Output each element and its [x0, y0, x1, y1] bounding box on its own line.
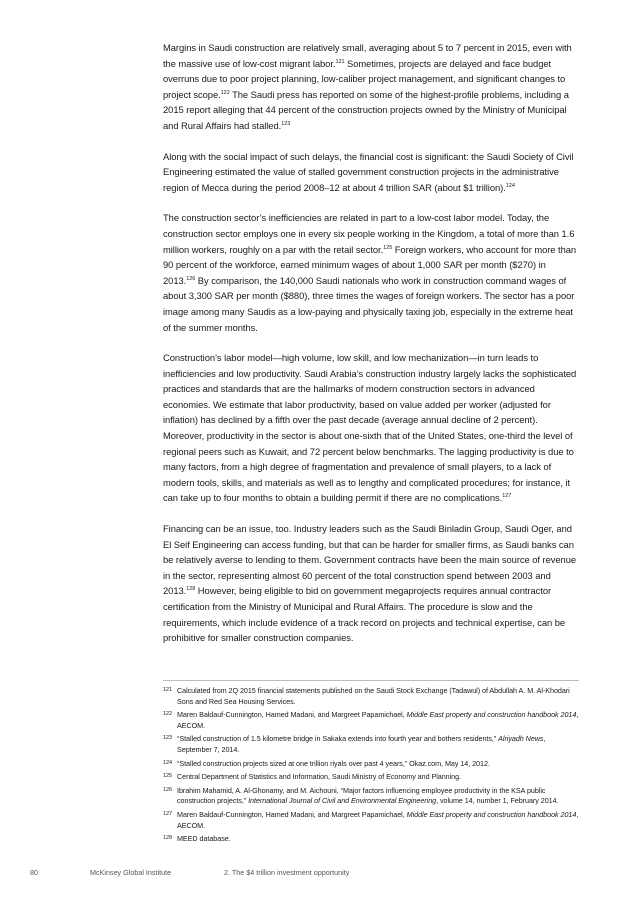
footnote-reference: 127 [502, 493, 512, 500]
body-text [163, 40, 579, 661]
italic-title: International Journal of Civil and Environmental Engineering [248, 796, 437, 806]
footnote [163, 772, 579, 783]
text-run: However, being eligible to bid on government megaprojects requires annual contractor certification from the Ministry of Municipal and Rural Affairs. The procedure is slow and the requirements, which include evidence of a track record on projects and technical expertise, can be prohibitive for smaller construction companies. [163, 585, 566, 644]
text-run: Calculated from 2Q 2015 financial statements published on the Saudi Stock Exchange (Tadawul) of Abdullah A. M. Al-Khodari Sons and Red Sea Housing Services. [177, 686, 570, 706]
page-number: 80 [30, 868, 38, 877]
footnote [163, 810, 579, 831]
footnote [163, 710, 579, 731]
page-footer [0, 868, 636, 880]
footnote-number: 128 [163, 835, 173, 842]
text-run: Construction’s labor model—high volume, low skill, and low mechanization—in turn leads to inefficiencies and low productivity. Saudi Arabia’s construction industry largely lacks the sophisticated practices and standards that are the hallmarks of modern construction sectors in advanced economies. We estimate that labor productivity, based on value added per worker (adjusted for inflation) has declined by a fifth over the past decade (average annual decline of 2 percent). Moreover, productivity in the sector is about one-sixth that of the United States, one-third the level of regional peers such as Kuwait, and 72 percent below benchmarks. The lagging productivity is due to many factors, from a high degree of fragmentation and prevalence of small players, to a lack of modern tools, skills, and materials as well as to lengthy and complicated procedures; for instance, it can take up to four months to obtain a building permit if there are no complications. [163, 352, 577, 504]
footnote-reference: 126 [186, 275, 196, 282]
text-run: The construction sector’s inefficiencies are related in part to a low-cost labor model. Today, the construction sector employs one in every six people working in the Kingdom, a total of more than 1.6 million workers, roughly on a par with the retail sector. [163, 212, 575, 255]
text-run: The Saudi press has reported on some of the highest-profile problems, including a 2015 report alleging that 44 percent of the construction projects owned by the Ministry of Municipal and Rural Affairs had stalled. [163, 88, 569, 131]
footnote [163, 686, 579, 707]
text-run: Margins in Saudi construction are relatively small, averaging about 5 to 7 percent in 2015, even with the massive use of low-cost migrant labor. [163, 42, 572, 69]
footnote-number: 121 [163, 687, 173, 693]
text-run: , volume 14, number 1, February 2014. [436, 796, 559, 806]
footnotes [163, 686, 579, 848]
footnote-number: 126 [163, 786, 173, 793]
body-paragraph [163, 521, 579, 646]
text-run: , AECOM. [177, 809, 579, 830]
footnote-reference: 123 [281, 120, 291, 127]
footnote-number: 127 [163, 810, 173, 817]
text-run: , September 7, 2014. [177, 734, 546, 754]
footnote-reference: 128 [186, 586, 196, 593]
text-run: By comparison, the 140,000 Saudi nationals who work in construction command wages of about 3,300 SAR per month ($880), three times the wages of foreign workers. The sector has a poor image among many Saudis as a low-paying and physically taxing job, especially in the extreme heat of the summer months. [163, 274, 575, 333]
footnote-divider [163, 680, 579, 681]
footnote-number: 122 [163, 711, 173, 718]
text-run: MEED database. [177, 834, 231, 844]
text-run: “Stalled construction of 1.5 kilometre bridge in Sakaka extends into fourth year and bothers residents,” [177, 734, 499, 744]
footnote-reference: 121 [335, 58, 345, 65]
text-run: Maren Baldauf-Cunnington, Hamed Madani, and Margreet Papamichael, [177, 710, 407, 720]
footnote [163, 734, 579, 755]
body-paragraph [163, 210, 579, 335]
italic-title: Middle East property and construction handbook 2014 [406, 710, 577, 720]
italic-title: Middle East property and construction handbook 2014 [406, 809, 577, 819]
body-paragraph [163, 40, 579, 134]
footnote-number: 123 [163, 735, 173, 742]
text-run: Maren Baldauf-Cunnington, Hamed Madani, and Margreet Papamichael, [177, 809, 407, 819]
text-run: Financing can be an issue, too. Industry leaders such as the Saudi Binladin Group, Saudi Oger, and El Seif Engineering can access funding, but that can be harder for smaller firms, as Saudi banks can be relatively averse to lending to them. Government contracts have been the main source of revenue in the sector, representing almost 60 percent of the total construction spend between 2003 and 2013. [163, 523, 577, 597]
text-run: Foreign workers, who account for more than 90 percent of the workforce, earned minimum wages of about 1,000 SAR per month ($270) in 2013. [163, 243, 577, 286]
footnote-reference: 125 [383, 244, 393, 251]
text-run: Along with the social impact of such delays, the financial cost is significant: the Saudi Society of Civil Engineering estimated the value of stalled government construction projects in the administrative region of Mecca during the period 2008–12 at about 4 trillion SAR (about $1 trillion). [163, 150, 574, 193]
body-paragraph [163, 149, 579, 196]
footnote-number: 124 [163, 759, 173, 766]
footnote [163, 786, 579, 807]
body-paragraph [163, 350, 579, 506]
text-run: Sometimes, projects are delayed and face budget overruns due to poor project planning, low-caliber project management, and significant changes to project scope. [163, 57, 566, 100]
text-run: Ibrahim Mahamid, A. Al-Ghonamy, and M. Aichouni, “Major factors influencing employee productivity in the KSA public construction projects,” [177, 785, 546, 806]
text-run: , AECOM. [177, 710, 579, 730]
chapter-title: 2. The $4 trillion investment opportunity [224, 868, 350, 877]
text-run: “Stalled construction projects sized at one trillion riyals over past 4 years,” Okaz.com, May 14, 2012. [177, 758, 490, 768]
footnote [163, 759, 579, 770]
footnote-reference: 122 [220, 89, 230, 96]
footnote-reference: 124 [505, 182, 515, 189]
publisher-name: McKinsey Global Institute [90, 868, 172, 877]
footnote-number: 125 [163, 773, 173, 780]
footnote [163, 834, 579, 845]
italic-title: Alriyadh News [498, 734, 544, 744]
text-run: Central Department of Statistics and Information, Saudi Ministry of Economy and Planning. [177, 772, 461, 782]
